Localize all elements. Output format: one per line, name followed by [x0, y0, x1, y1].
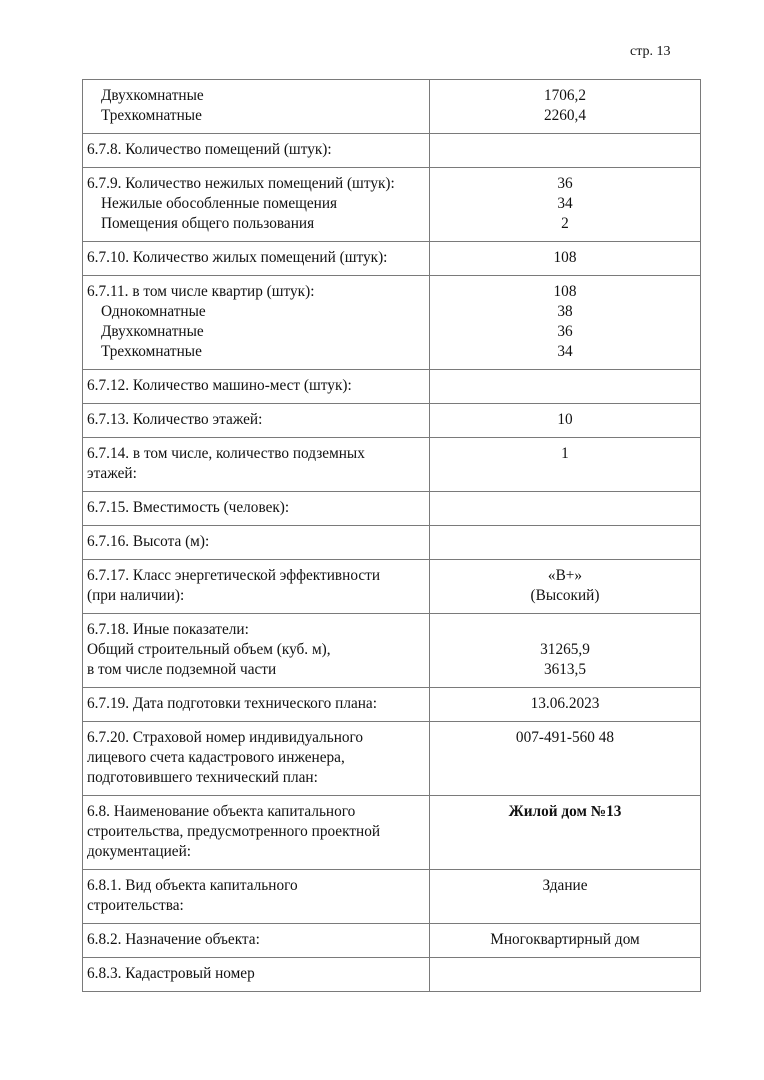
- label-line: подготовившего технический план:: [87, 769, 318, 786]
- value-line: 36: [557, 323, 573, 340]
- value-line: 108: [553, 283, 577, 300]
- label-line: 6.7.12. Количество машино-мест (штук):: [87, 377, 352, 394]
- row-label-cell: [83, 560, 430, 614]
- empty-value: [434, 376, 696, 396]
- empty-value: [434, 964, 696, 984]
- row-value-cell: [430, 688, 701, 722]
- empty-value: [434, 498, 696, 518]
- value-line: Многоквартирный дом: [490, 931, 640, 948]
- value-line: 2: [561, 215, 569, 232]
- label-line: 6.7.13. Количество этажей:: [87, 411, 263, 428]
- row-label-cell: [83, 404, 430, 438]
- row-value-cell: [430, 134, 701, 168]
- row-label-cell: [83, 688, 430, 722]
- row-label-cell: [83, 168, 430, 242]
- value-line: 2260,4: [543, 107, 587, 124]
- row-value-cell: [430, 438, 701, 492]
- row-value-cell: [430, 276, 701, 370]
- value-line: 10: [557, 411, 573, 428]
- table-row: [83, 560, 701, 614]
- value-line: 1: [561, 445, 569, 462]
- table-row: [83, 526, 701, 560]
- label-line: (при наличии):: [87, 587, 185, 604]
- row-label-cell: [83, 924, 430, 958]
- label-line: 6.7.15. Вместимость (человек):: [87, 499, 290, 516]
- row-value-cell: [430, 722, 701, 796]
- value-line: 38: [557, 303, 573, 320]
- label-line: Трехкомнатные: [101, 343, 202, 360]
- row-label-cell: [83, 370, 430, 404]
- label-line: Нежилые обособленные помещения: [101, 195, 338, 212]
- row-label-cell: [83, 722, 430, 796]
- empty-value: [434, 532, 696, 552]
- label-line: 6.8.2. Назначение объекта:: [87, 931, 260, 948]
- label-line: в том числе подземной части: [87, 661, 277, 678]
- label-line: 6.7.9. Количество нежилых помещений (штук):: [87, 175, 395, 192]
- page-number: стр. 13: [630, 44, 671, 59]
- table-row: [83, 134, 701, 168]
- label-line: 6.8.1. Вид объекта капитального: [87, 877, 298, 894]
- table-row: [83, 688, 701, 722]
- value-line: Жилой дом №13: [508, 803, 622, 820]
- table-row: [83, 722, 701, 796]
- row-value-cell: [430, 796, 701, 870]
- row-label-cell: [83, 614, 430, 688]
- label-line: этажей:: [87, 465, 137, 482]
- label-line: Общий строительный объем (куб. м),: [87, 641, 331, 658]
- label-line: Двухкомнатные: [101, 323, 204, 340]
- row-value-cell: [430, 80, 701, 134]
- label-line: 6.7.10. Количество жилых помещений (штук):: [87, 249, 388, 266]
- label-line: 6.7.14. в том числе, количество подземных: [87, 445, 365, 462]
- label-line: Однокомнатные: [101, 303, 206, 320]
- value-line: 34: [557, 343, 573, 360]
- value-line: 007-491-560 48: [515, 729, 615, 746]
- label-line: 6.7.16. Высота (м):: [87, 533, 210, 550]
- label-line: Трехкомнатные: [101, 107, 202, 124]
- row-value-cell: [430, 404, 701, 438]
- label-line: 6.8. Наименование объекта капитального: [87, 803, 356, 820]
- table-row: [83, 924, 701, 958]
- label-line: 6.8.3. Кадастровый номер: [87, 965, 255, 982]
- table-row: [83, 80, 701, 134]
- value-line: «B+»: [547, 567, 583, 584]
- row-label-cell: [83, 276, 430, 370]
- row-value-cell: [430, 924, 701, 958]
- value-line: 36: [557, 175, 573, 192]
- label-line: документацией:: [87, 843, 192, 860]
- row-value-cell: [430, 242, 701, 276]
- row-value-cell: [430, 492, 701, 526]
- table-row: [83, 404, 701, 438]
- table-row: [83, 870, 701, 924]
- row-value-cell: [430, 614, 701, 688]
- row-value-cell: [430, 560, 701, 614]
- label-line: лицевого счета кадастрового инженера,: [87, 749, 345, 766]
- table-row: [83, 276, 701, 370]
- value-line: 108: [553, 249, 577, 266]
- empty-value: [434, 140, 696, 160]
- label-line: 6.7.11. в том числе квартир (штук):: [87, 283, 315, 300]
- table-row: [83, 958, 701, 992]
- row-label-cell: [83, 870, 430, 924]
- row-label-cell: [83, 958, 430, 992]
- table-row: [83, 242, 701, 276]
- label-line: 6.7.20. Страховой номер индивидуального: [87, 729, 364, 746]
- value-line: 13.06.2023: [530, 695, 600, 712]
- value-line: Здание: [542, 877, 588, 894]
- value-line: 3613,5: [543, 661, 587, 678]
- label-line: строительства, предусмотренного проектной: [87, 823, 381, 840]
- row-value-cell: [430, 526, 701, 560]
- row-label-cell: [83, 242, 430, 276]
- row-value-cell: [430, 870, 701, 924]
- table-row: [83, 492, 701, 526]
- row-value-cell: [430, 958, 701, 992]
- building-characteristics-table: [82, 79, 701, 992]
- row-value-cell: [430, 370, 701, 404]
- value-line: 34: [557, 195, 573, 212]
- row-label-cell: [83, 526, 430, 560]
- row-label-cell: [83, 80, 430, 134]
- value-line: [434, 620, 696, 640]
- row-label-cell: [83, 492, 430, 526]
- label-line: Двухкомнатные: [101, 87, 204, 104]
- table-row: [83, 168, 701, 242]
- label-line: Помещения общего пользования: [101, 215, 315, 232]
- value-line: 1706,2: [543, 87, 587, 104]
- label-line: строительства:: [87, 897, 184, 914]
- table-row: [83, 614, 701, 688]
- label-line: 6.7.19. Дата подготовки технического плана:: [87, 695, 377, 712]
- table-row: [83, 438, 701, 492]
- label-line: 6.7.8. Количество помещений (штук):: [87, 141, 332, 158]
- row-value-cell: [430, 168, 701, 242]
- table-row: [83, 370, 701, 404]
- row-label-cell: [83, 796, 430, 870]
- row-label-cell: [83, 438, 430, 492]
- table-row: [83, 796, 701, 870]
- label-line: 6.7.18. Иные показатели:: [87, 621, 249, 638]
- label-line: 6.7.17. Класс энергетической эффективности: [87, 567, 381, 584]
- value-line: 31265,9: [540, 641, 590, 658]
- row-label-cell: [83, 134, 430, 168]
- value-line: (Высокий): [530, 587, 600, 604]
